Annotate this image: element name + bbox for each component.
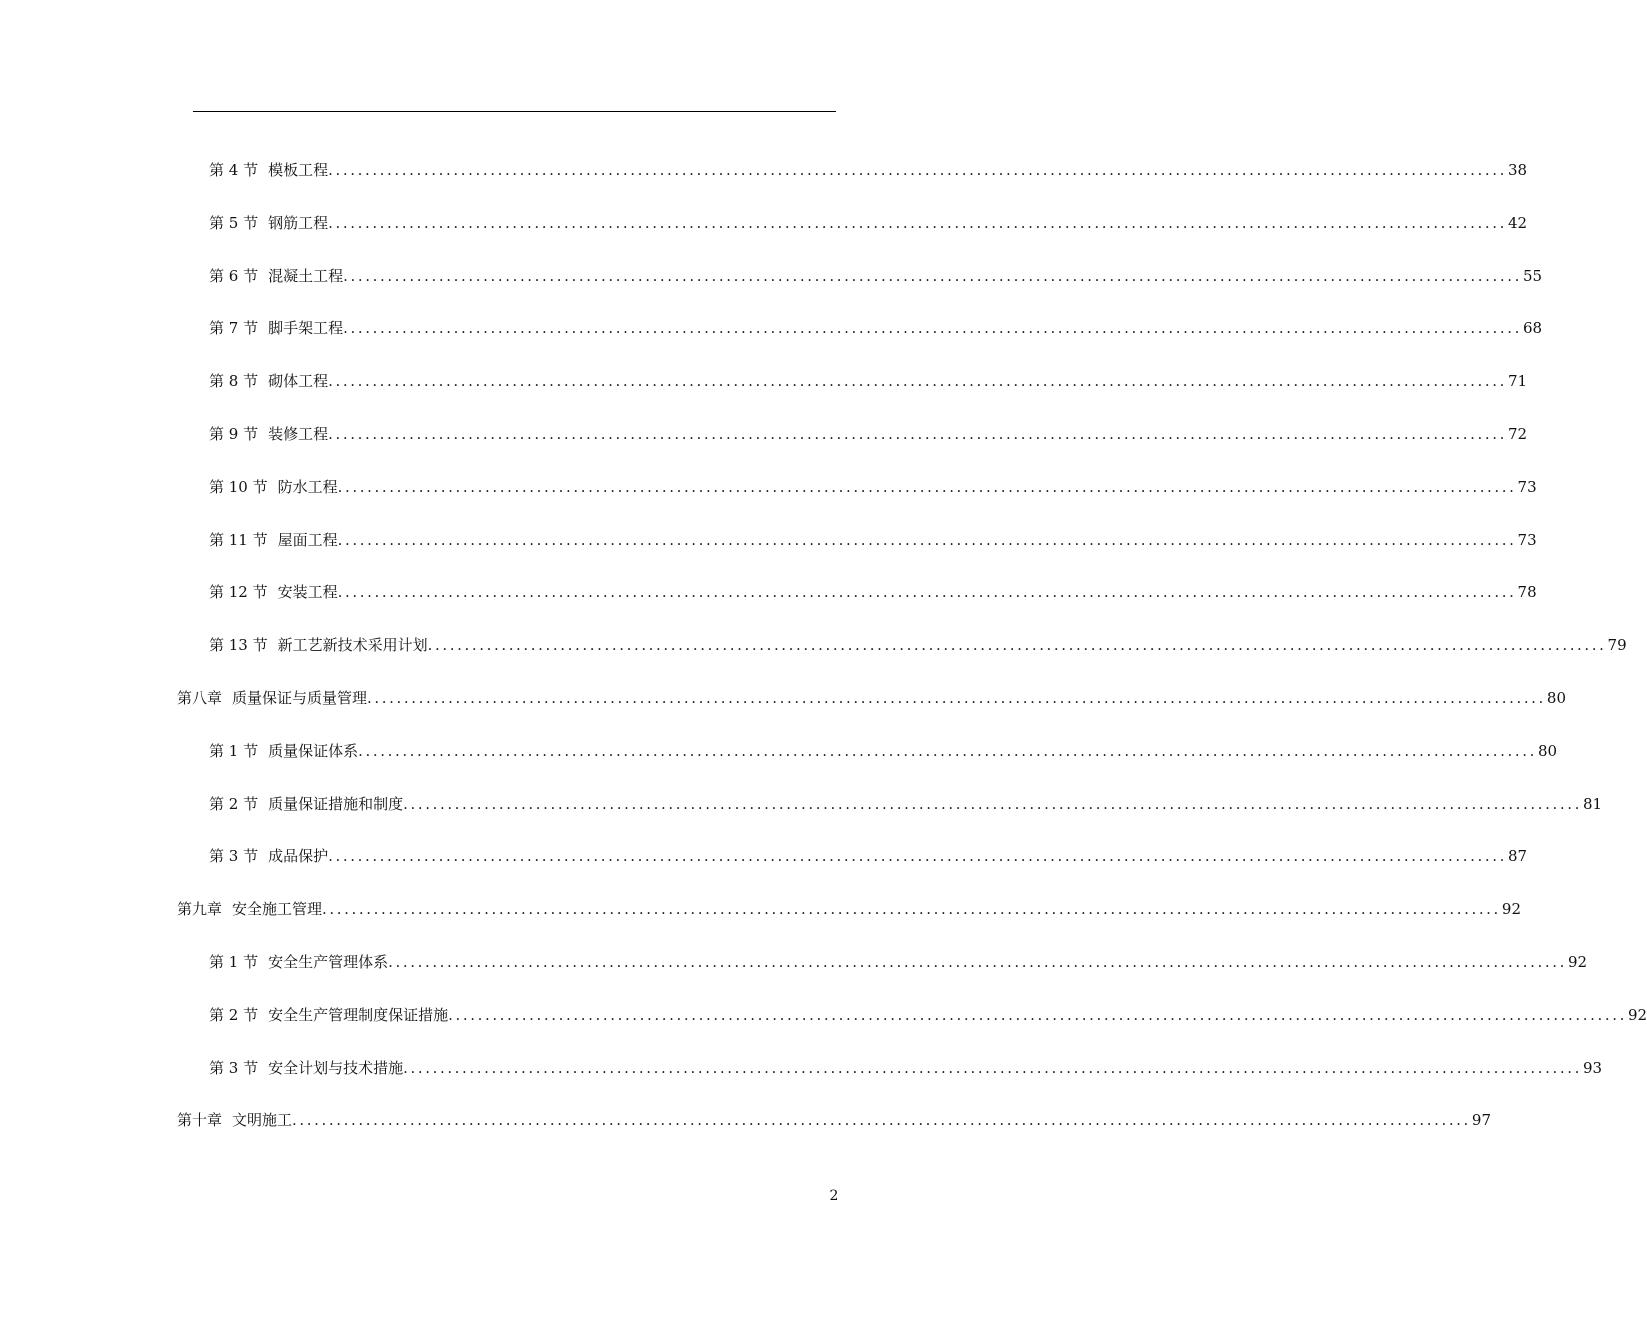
page-number: 2 [829,1188,839,1204]
toc-entry-number: 第 2 节 [209,1005,259,1024]
toc-entry-title: 装修工程 [268,425,329,443]
toc-entry-number: 第 1 节 [209,741,259,760]
toc-entry[interactable] [209,739,1558,763]
toc-entry[interactable] [177,897,1522,921]
toc-entry-page: 73 [1517,530,1537,549]
toc-entry-number: 第 7 节 [209,319,259,338]
toc-entry[interactable] [209,475,1537,499]
toc-entry-title: 安全生产管理制度保证措施 [268,1005,449,1024]
toc-entry-page: 80 [1538,741,1558,760]
toc-entry[interactable] [209,422,1528,446]
toc-entry-title: 文明施工 [232,1111,293,1130]
toc-entry-page: 79 [1607,636,1627,655]
toc-entry[interactable] [209,316,1543,340]
toc-entry-page: 92 [1501,900,1522,919]
toc-entry-number: 第九章 [177,900,223,919]
toc-entry-number: 第 4 节 [209,161,259,179]
toc-entry[interactable] [209,1003,1647,1027]
toc-entry-title: 屋面工程 [277,530,338,549]
toc-entry-number: 第八章 [177,689,223,707]
toc-entry-page: 97 [1471,1111,1492,1130]
toc-entry[interactable] [209,1056,1603,1080]
toc-entry-page: 68 [1523,319,1543,338]
toc-entry[interactable] [209,528,1537,552]
toc-entry-title: 质量保证与质量管理 [232,689,368,707]
toc-entry-page: 72 [1508,425,1528,443]
toc-entry-title: 砌体工程 [268,372,329,391]
toc-entry[interactable] [177,1108,1492,1132]
toc-entry-title: 新工艺新技术采用计划 [277,636,428,655]
toc-entry-title: 混凝土工程 [268,266,344,285]
toc-entry[interactable] [209,633,1627,657]
toc-entry-number: 第 1 节 [209,953,259,971]
toc-dot-leader: ................................................................................................................................................................ [358,741,1537,760]
toc-entry-number: 第 13 节 [209,636,268,655]
toc-entry-page: 38 [1508,161,1528,179]
toc-entry-page: 71 [1508,372,1528,391]
toc-dot-leader: ................................................................................................................................................................ [403,1058,1582,1077]
toc-entry-title: 安装工程 [277,583,338,602]
toc-entry[interactable] [209,580,1537,604]
toc-entry-number: 第十章 [177,1111,223,1130]
toc-entry-number: 第 6 节 [209,266,259,285]
toc-entry[interactable] [209,950,1588,974]
toc-entry-page: 80 [1546,689,1567,707]
header-rule [193,111,836,112]
toc-entry-title: 质量保证措施和制度 [268,794,404,813]
toc-dot-leader: ................................................................................................................................................................ [427,636,1607,655]
toc-dot-leader: ................................................................................................................................................................ [328,847,1507,866]
toc-entry-number: 第 5 节 [209,213,259,232]
toc-entry-title: 钢筋工程 [268,213,329,232]
toc-entry-title: 安全施工管理 [232,900,323,919]
toc-entry[interactable] [209,792,1603,816]
toc-dot-leader: ................................................................................................................................................................ [403,794,1582,813]
toc-entry-title: 安全计划与技术措施 [268,1058,404,1077]
toc-entry-title: 脚手架工程 [268,319,344,338]
toc-entry-number: 第 9 节 [209,425,259,443]
toc-entry-page: 78 [1517,583,1537,602]
toc-entry-title: 模板工程 [268,161,329,179]
toc-entry-title: 质量保证体系 [268,741,359,760]
toc-entry[interactable] [209,844,1528,868]
toc-dot-leader: ................................................................................................................................................................ [292,1111,1471,1130]
toc-entry-page: 87 [1508,847,1528,866]
toc-dot-leader: ................................................................................................................................................................ [367,689,1546,707]
toc-entry-number: 第 2 节 [209,794,259,813]
toc-entry-title: 安全生产管理体系 [268,953,389,971]
toc-dot-leader: ................................................................................................................................................................ [328,372,1507,391]
toc-dot-leader: ................................................................................................................................................................ [322,900,1501,919]
toc-entry[interactable] [209,369,1528,393]
toc-entry[interactable] [177,686,1567,710]
toc-entry-number: 第 10 节 [209,477,268,496]
toc-entry[interactable] [209,158,1528,182]
toc-dot-leader: ................................................................................................................................................................ [337,477,1517,496]
toc-dot-leader: ................................................................................................................................................................ [337,583,1517,602]
toc-entry-page: 81 [1583,794,1603,813]
toc-entry-page: 55 [1523,266,1543,285]
toc-entry-number: 第 3 节 [209,847,259,866]
toc-entry-page: 73 [1517,477,1537,496]
toc-dot-leader: ................................................................................................................................................................ [343,266,1522,285]
toc-entry-title: 成品保护 [268,847,329,866]
toc-entry-number: 第 8 节 [209,372,259,391]
toc-entry-number: 第 12 节 [209,583,268,602]
toc-dot-leader: ................................................................................................................................................................ [328,425,1507,443]
toc-dot-leader: ................................................................................................................................................................ [448,1005,1627,1024]
toc-entry-page: 92 [1628,1005,1647,1024]
toc-entry-number: 第 11 节 [209,530,268,549]
toc-dot-leader: ................................................................................................................................................................ [337,530,1517,549]
toc-entry[interactable] [209,264,1543,288]
toc-entry-page: 42 [1508,213,1528,232]
toc-dot-leader: ................................................................................................................................................................ [328,161,1507,179]
toc-entry-title: 防水工程 [277,477,338,496]
toc-dot-leader: ................................................................................................................................................................ [388,953,1567,971]
toc-entry-page: 93 [1583,1058,1603,1077]
toc-entry[interactable] [209,211,1528,235]
toc-entry-page: 92 [1568,953,1588,971]
toc-dot-leader: ................................................................................................................................................................ [328,213,1507,232]
toc-entry-number: 第 3 节 [209,1058,259,1077]
toc-dot-leader: ................................................................................................................................................................ [343,319,1522,338]
